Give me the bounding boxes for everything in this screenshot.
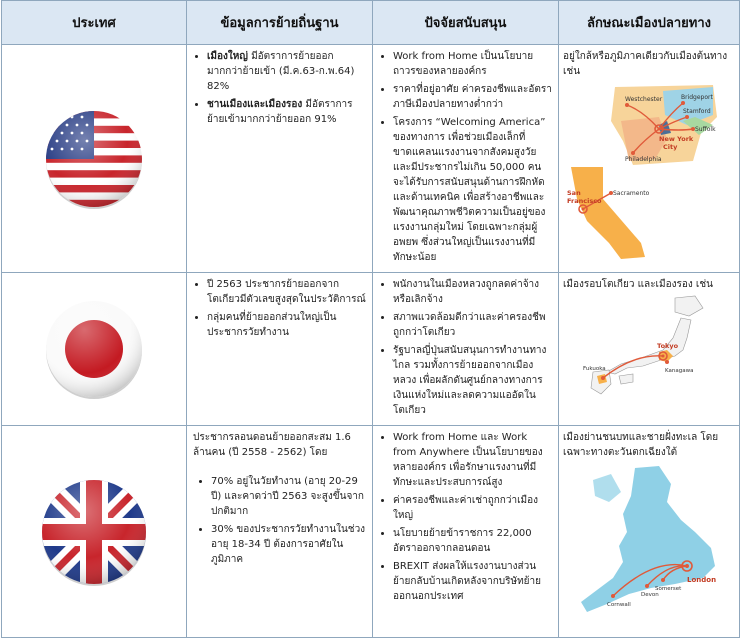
header-destination: ลักษณะเมืองปลายทาง [559,1,740,45]
factor-item: • นโยบายย้ายข้าราชการ 22,000 อัตราออกจากลอนดอน [393,526,552,556]
map-label-london: London [687,576,717,584]
table-header-row [2,1,740,45]
destination-cell-uk [559,426,740,638]
map-label-suffolk: Suffolk [695,126,716,133]
japan-flag-icon [42,297,146,401]
destination-cell-usa [559,45,740,273]
map-label-bridgeport: Bridgeport [681,94,713,101]
table-row-japan [2,273,740,426]
migration-item: • ชานเมืองและเมืองรอง มีอัตราการย้ายเข้ามากกว่าย้ายออก 91% [207,97,366,127]
map-label-tokyo: Tokyo [657,342,679,350]
factor-item: • โครงการ “Welcoming America” ของทางการ เพื่อช่วยเมืองเล็กที่ขาดแคลนแรงงานจากสังคมสูงวัย และมีประชากรไม่เกิน 50,000 คน จะได้รับการสนับสนุนด้านการฝึกหัดและด้านเทคนิค เพื่อสร้างอาชีพและพัฒนาคุณภาพชีวิตความเป็นอยู่ของแรงงานกลุ่มใหม่ โดยเฉพาะกลุ่มผู้อพยพ ซึ่งส่วนใหญ่เป็นแรงงานที่มีทักษะน้อย [393,115,552,265]
country-cell-japan [2,273,187,426]
destination-text: อยู่ใกล้หรือภูมิภาคเดียวกับเมืองต้นทาง เช่น [563,51,728,77]
map-label-fukuoka: Fukuoka [583,366,606,372]
header-migration: ข้อมูลการย้ายถิ่นฐาน [187,1,373,45]
map-label-stamford: Stamford [683,108,711,115]
map-label-kanagawa: Kanagawa [665,368,694,374]
country-cell-uk [2,426,187,638]
migration-item: • ปี 2563 ประชากรย้ายออกจากโตเกียวมีตัวเลขสูงสุดในประวัติการณ์ [207,277,366,307]
migration-item: • 70% อยู่ในวัยทำงาน (อายุ 20-29 ปี) และคาดว่าปี 2563 จะสูงขึ้นจากปกติมาก [211,474,366,519]
table-row-uk [2,426,740,638]
country-cell-usa [2,45,187,273]
table-row-usa [2,45,740,273]
migration-item: • กลุ่มคนที่ย้ายออกส่วนใหญ่เป็นประชากรวัยทำงาน [207,310,366,340]
destination-text: เมืองย่านชนบทและชายฝั่งทะเล โดยเฉพาะทางตะวันตกเฉียงใต้ [563,432,719,458]
map-label-philadelphia: Philadelphia [625,156,662,163]
map-label-new-york: New York [659,135,694,143]
uk-flag-icon [38,476,150,588]
factor-item: • Work from Home และ Work from Anywhere เป็นนโยบายของหลายองค์กร เพื่อรักษาแรงงานที่มีทักษะและประสบการณ์สูง [393,430,552,490]
header-factors: ปัจจัยสนับสนุน [373,1,559,45]
factor-item: • ราคาที่อยู่อาศัย ค่าครองชีพและอัตราภาษีเมืองปลายทางต่ำกว่า [393,82,552,112]
migration-item: • เมืองใหญ่ มีอัตราการย้ายออกมากกว่าย้ายเข้า (มี.ค.63-ก.พ.64) 82% [207,49,366,94]
factor-item: • พนักงานในเมืองหลวงถูกลดค่าจ้างหรือเลิกจ้าง [393,277,552,307]
migration-table [1,0,740,638]
map-label-new-york-city: City [663,143,678,151]
factors-cell-uk [373,426,559,638]
migration-cell-japan [187,273,373,426]
migration-item: • 30% ของประชากรวัยทำงานในช่วงอายุ 18-34 ปี ต้องการอาศัยในภูมิภาค [211,522,366,567]
factor-item: • สภาพแวดล้อมดีกว่าและค่าครองชีพถูกกว่าโตเกียว [393,310,552,340]
factor-item: • Work from Home เป็นนโยบายถาวรของหลายองค์กร [393,49,552,79]
migration-cell-usa [187,45,373,273]
destination-cell-japan [559,273,740,426]
migration-intro: ประชากรลอนดอนย้ายออกสะสม 1.6 ล้านคน (ปี 2558 - 2562) โดย [193,432,351,458]
map-label-san: San [567,189,581,197]
factors-cell-japan [373,273,559,426]
factor-item: • รัฐบาลญี่ปุ่นสนับสนุนการทำงานทางไกล รวมทั้งการย้ายออกจากเมืองหลวง เพื่อผลักดันศูนย์กลางทางการเงินแห่งใหม่และลดความแออัดในโตเกียว [393,343,552,418]
map-label-devon: Devon [641,592,659,598]
factors-cell-usa [373,45,559,273]
usa-flag-icon [42,107,146,211]
map-label-westchester: Westchester [625,96,663,103]
factor-item: • BREXIT ส่งผลให้แรงงานบางส่วนย้ายกลับบ้านเกิดหลังจากบริษัทย้ายออกนอกประเทศ [393,559,552,604]
usa-destination-map [563,81,735,259]
map-label-francisco: Francisco [567,197,602,205]
factor-item: • ค่าครองชีพและค่าเช่าถูกกว่าเมืองใหญ่ [393,493,552,523]
destination-text: เมืองรอบโตเกียว และเมืองรอง เช่น [563,279,713,290]
map-label-sacramento: Sacramento [613,190,650,197]
map-label-somerset: Somerset [655,586,682,592]
header-country: ประเทศ [2,1,187,45]
migration-cell-uk [187,426,373,638]
map-label-cornwall: Cornwall [607,602,631,608]
uk-destination-map [563,462,735,622]
japan-destination-map [563,294,735,404]
